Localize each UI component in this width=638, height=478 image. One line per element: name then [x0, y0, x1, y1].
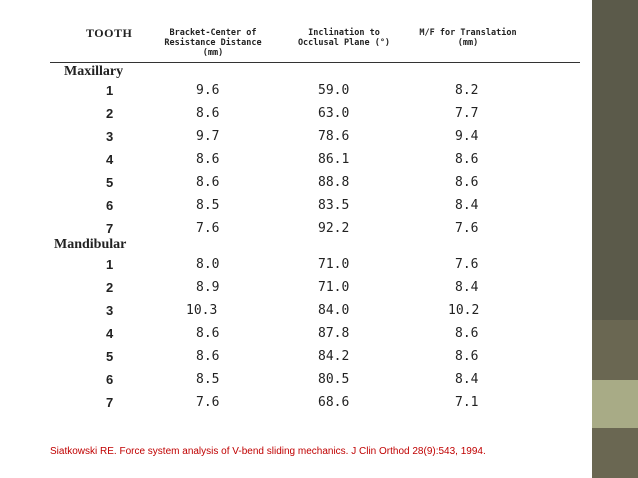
- table-row: [50, 326, 580, 346]
- inclination-value: 71.0: [318, 280, 350, 295]
- tooth-number: 5: [106, 349, 114, 364]
- bracket-distance-value: 8.9: [196, 280, 220, 295]
- header-inclination: Inclination to Occlusal Plane (°): [297, 28, 391, 48]
- table-row: [50, 129, 580, 149]
- sidebar-block-olive: [592, 320, 638, 380]
- table-row: [50, 106, 580, 126]
- mf-value: 8.6: [455, 175, 479, 190]
- mf-value: 10.2: [448, 303, 480, 318]
- bracket-distance-value: 8.6: [196, 106, 220, 121]
- table-row: [50, 372, 580, 392]
- bracket-distance-value: 8.6: [196, 349, 220, 364]
- table-row: [50, 221, 580, 241]
- header-mf-translation: M/F for Translation (mm): [419, 28, 517, 48]
- table-row: [50, 257, 580, 277]
- tooth-number: 6: [106, 198, 114, 213]
- tooth-number: 4: [106, 326, 114, 341]
- sidebar-block-dark: [592, 0, 638, 320]
- tooth-number: 2: [106, 280, 114, 295]
- table-row: [50, 198, 580, 218]
- tooth-number: 5: [106, 175, 114, 190]
- bracket-distance-value: 8.6: [196, 175, 220, 190]
- bracket-distance-value: 8.0: [196, 257, 220, 272]
- header-rule: [50, 62, 580, 63]
- inclination-value: 59.0: [318, 83, 350, 98]
- tooth-number: 7: [106, 221, 114, 236]
- sidebar-block-light: [592, 380, 638, 428]
- header-tooth: TOOTH: [86, 26, 133, 40]
- mf-value: 8.6: [455, 349, 479, 364]
- inclination-value: 78.6: [318, 129, 350, 144]
- mf-value: 8.4: [455, 198, 479, 213]
- table-row: [50, 83, 580, 103]
- inclination-value: 86.1: [318, 152, 350, 167]
- tooth-number: 2: [106, 106, 114, 121]
- inclination-value: 87.8: [318, 326, 350, 341]
- tooth-number: 3: [106, 129, 114, 144]
- inclination-value: 63.0: [318, 106, 350, 121]
- bracket-distance-value: 10.3: [186, 303, 218, 318]
- inclination-value: 88.8: [318, 175, 350, 190]
- tooth-number: 6: [106, 372, 114, 387]
- inclination-value: 71.0: [318, 257, 350, 272]
- sidebar-block-bottom: [592, 428, 638, 478]
- mf-value: 7.7: [455, 106, 479, 121]
- slide-sidebar-decoration: [592, 0, 638, 478]
- bracket-distance-value: 8.5: [196, 372, 220, 387]
- tooth-number: 1: [106, 83, 114, 98]
- tooth-data-table: [50, 20, 580, 410]
- table-row: [50, 280, 580, 300]
- tooth-number: 4: [106, 152, 114, 167]
- bracket-distance-value: 8.6: [196, 326, 220, 341]
- mf-value: 7.6: [455, 221, 479, 236]
- group-label-mandibular: Mandibular: [54, 237, 127, 252]
- bracket-distance-value: 8.6: [196, 152, 220, 167]
- mf-value: 8.6: [455, 152, 479, 167]
- tooth-number: 7: [106, 395, 114, 410]
- mf-value: 8.2: [455, 83, 479, 98]
- inclination-value: 68.6: [318, 395, 350, 410]
- table-row: [50, 175, 580, 195]
- mf-value: 8.4: [455, 280, 479, 295]
- table-row: [50, 395, 580, 415]
- bracket-distance-value: 9.7: [196, 129, 220, 144]
- tooth-number: 3: [106, 303, 114, 318]
- citation-caption: Siatkowski RE. Force system analysis of V-bend sliding mechanics. J Clin Orthod 28(9):543, 1994.: [50, 446, 486, 457]
- table-row: [50, 152, 580, 172]
- mf-value: 7.6: [455, 257, 479, 272]
- mf-value: 7.1: [455, 395, 479, 410]
- group-label-maxillary: Maxillary: [64, 64, 124, 79]
- mf-value: 9.4: [455, 129, 479, 144]
- table-row: [50, 349, 580, 369]
- inclination-value: 83.5: [318, 198, 350, 213]
- bracket-distance-value: 7.6: [196, 395, 220, 410]
- bracket-distance-value: 9.6: [196, 83, 220, 98]
- tooth-number: 1: [106, 257, 114, 272]
- bracket-distance-value: 7.6: [196, 221, 220, 236]
- header-bracket-distance: Bracket-Center of Resistance Distance (mm): [164, 28, 262, 58]
- table-row: [50, 303, 580, 323]
- inclination-value: 80.5: [318, 372, 350, 387]
- mf-value: 8.6: [455, 326, 479, 341]
- bracket-distance-value: 8.5: [196, 198, 220, 213]
- mf-value: 8.4: [455, 372, 479, 387]
- inclination-value: 84.0: [318, 303, 350, 318]
- inclination-value: 84.2: [318, 349, 350, 364]
- inclination-value: 92.2: [318, 221, 350, 236]
